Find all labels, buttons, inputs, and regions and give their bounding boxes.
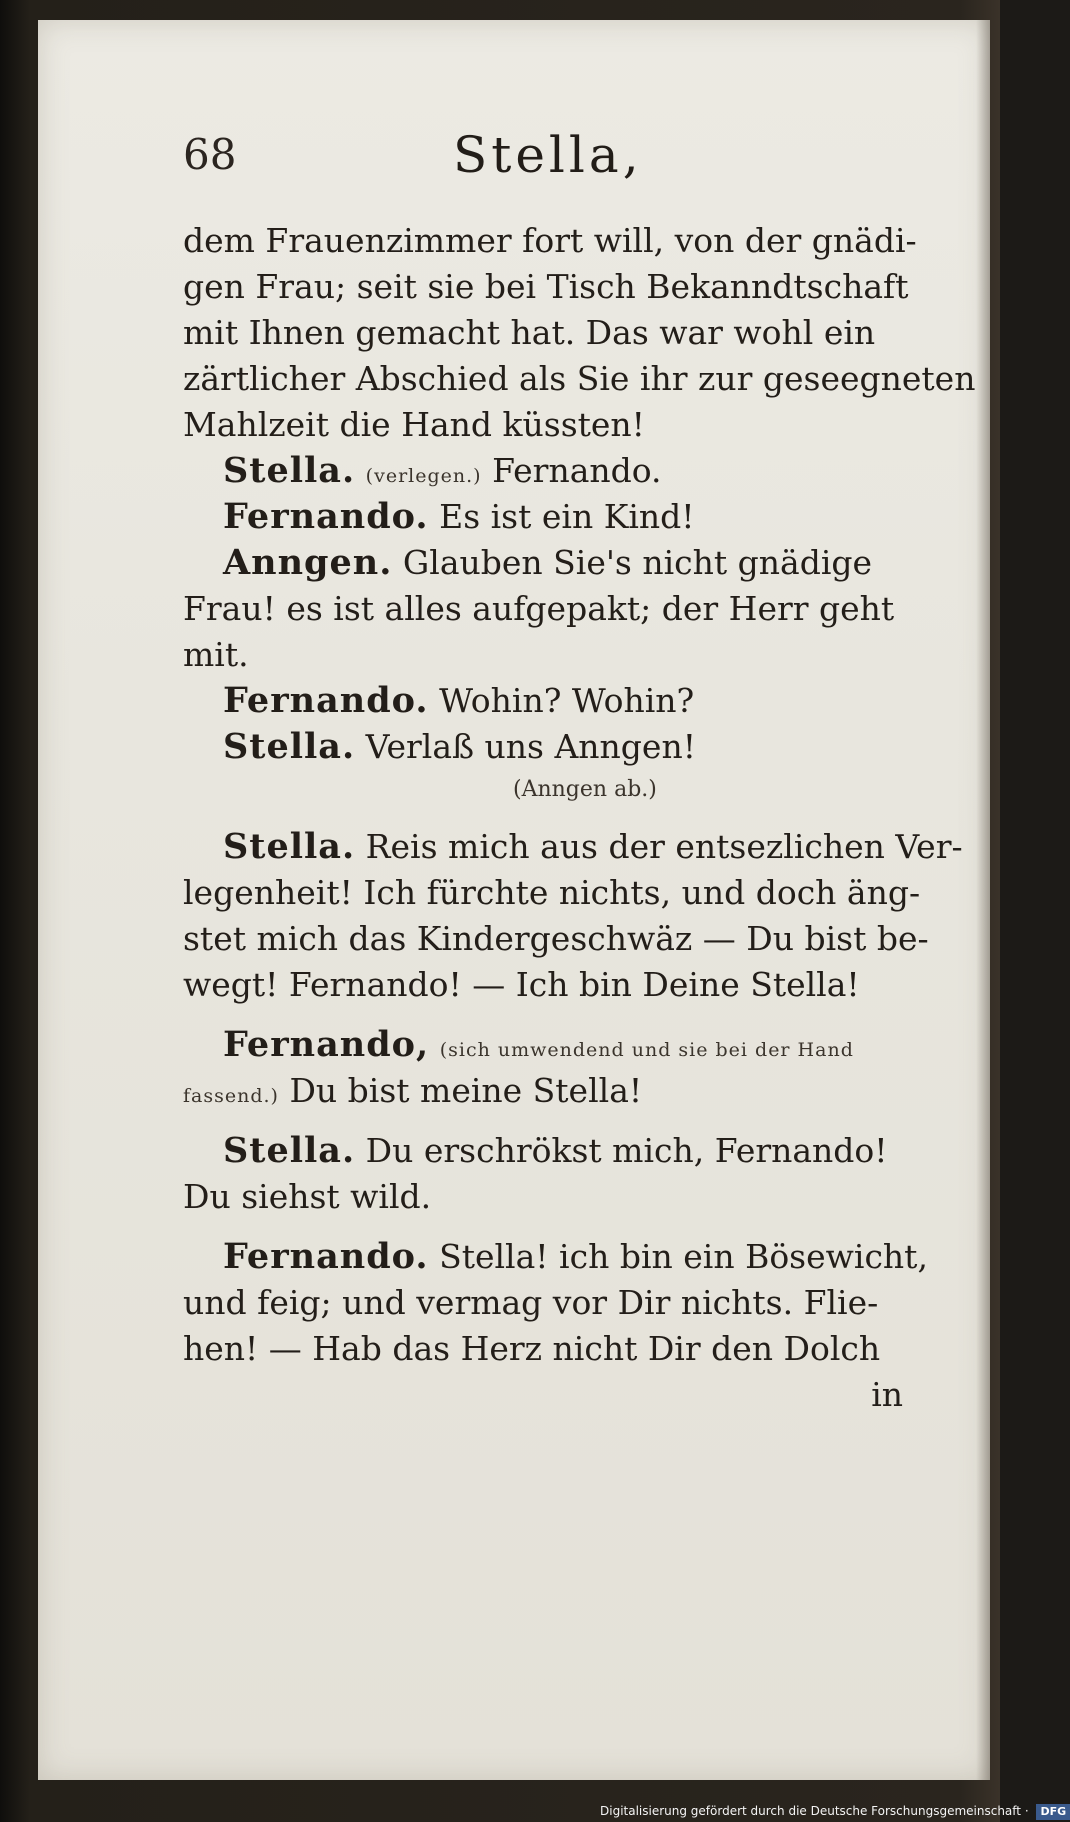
speaker-name: Stella. (223, 726, 356, 767)
page-number: 68 (183, 130, 237, 179)
dialogue-text: Du erschrökst mich, Fernando! (365, 1131, 888, 1170)
spacer (183, 1220, 923, 1234)
speaker-name: Fernando. (223, 1236, 429, 1277)
dialogue-stella-3 (183, 824, 963, 870)
dialogue-text: Glauben Sie's nicht gnädige (402, 543, 873, 582)
dialogue-fernando-1 (183, 494, 923, 540)
dialogue-stella-2 (183, 724, 923, 770)
speaker-name: Stella. (223, 1130, 356, 1171)
text-line: Mahlzeit die Hand küssten! (183, 405, 645, 444)
speaker-name: Anngen. (223, 542, 393, 583)
text-line: Frau! es ist alles aufgepakt; der Herr geht (183, 589, 895, 628)
digitization-credit (600, 1800, 1067, 1822)
speaker-name: Fernando. (223, 496, 429, 537)
text-line: Du siehst wild. (183, 1177, 432, 1216)
text-block (183, 218, 976, 1418)
stage-direction: (verlegen.) (365, 465, 482, 487)
dialogue-stella-1 (183, 448, 923, 494)
spacer (183, 1008, 923, 1022)
page-header (183, 126, 703, 200)
text-line: dem Frauenzimmer fort will, von der gnädi- (183, 221, 917, 260)
dialogue-text: Stella! ich bin ein Bösewicht, (439, 1237, 928, 1276)
dialogue-text: Fernando. (492, 451, 662, 490)
speaker-name: Fernando, (223, 1024, 430, 1065)
text-line: legenheit! Ich fürchte nichts, und doch äng- (183, 873, 921, 912)
text-line: und feig; und vermag vor Dir nichts. Flie- (183, 1283, 879, 1322)
dialogue-fernando-3 (183, 1022, 923, 1068)
catchword: in (871, 1375, 903, 1414)
text-line: stet mich das Kindergeschwäz — Du bist be- (183, 919, 929, 958)
text-line: zärtlicher Abschied als Sie ihr zur geseegneten (183, 359, 976, 398)
dialogue-fernando-2 (183, 678, 923, 724)
dialogue-text: Verlaß uns Anngen! (365, 727, 696, 766)
spacer (183, 810, 923, 824)
spacer (183, 1114, 923, 1128)
text-line: wegt! Fernando! — Ich bin Deine Stella! (183, 965, 860, 1004)
text-line: mit Ihnen gemacht hat. Das war wohl ein (183, 313, 876, 352)
stage-direction-exit: (Anngen ab.) (513, 777, 657, 802)
stage-direction: (sich umwendend und sie bei der Hand (439, 1039, 854, 1061)
dialogue-text: Du bist meine Stella! (289, 1071, 643, 1110)
dialogue-anngen-1 (183, 540, 923, 586)
stage-direction: fassend.) (183, 1085, 279, 1107)
text-line: hen! — Hab das Herz nicht Dir den Dolch (183, 1329, 881, 1368)
dialogue-text: Es ist ein Kind! (439, 497, 695, 536)
speaker-name: Stella. (223, 450, 356, 491)
dialogue-stella-4 (183, 1128, 923, 1174)
page-edge-shadow (976, 20, 990, 1780)
text-line: gen Frau; seit sie bei Tisch Bekanndtschaft (183, 267, 909, 306)
running-head: Stella, (453, 126, 643, 184)
dialogue-fernando-3-cont (183, 1068, 923, 1114)
speaker-name: Stella. (223, 826, 356, 867)
dialogue-fernando-4 (183, 1234, 928, 1280)
text-line: mit. (183, 635, 249, 674)
dfg-logo: DFG (1036, 1804, 1070, 1820)
speaker-name: Fernando. (223, 680, 429, 721)
dialogue-text: Reis mich aus der entsezlichen Ver- (365, 827, 963, 866)
dialogue-text: Wohin? Wohin? (439, 681, 695, 720)
credit-text: Digitalisierung gefördert durch die Deutsche Forschungsgemeinschaft · (600, 1804, 1029, 1818)
